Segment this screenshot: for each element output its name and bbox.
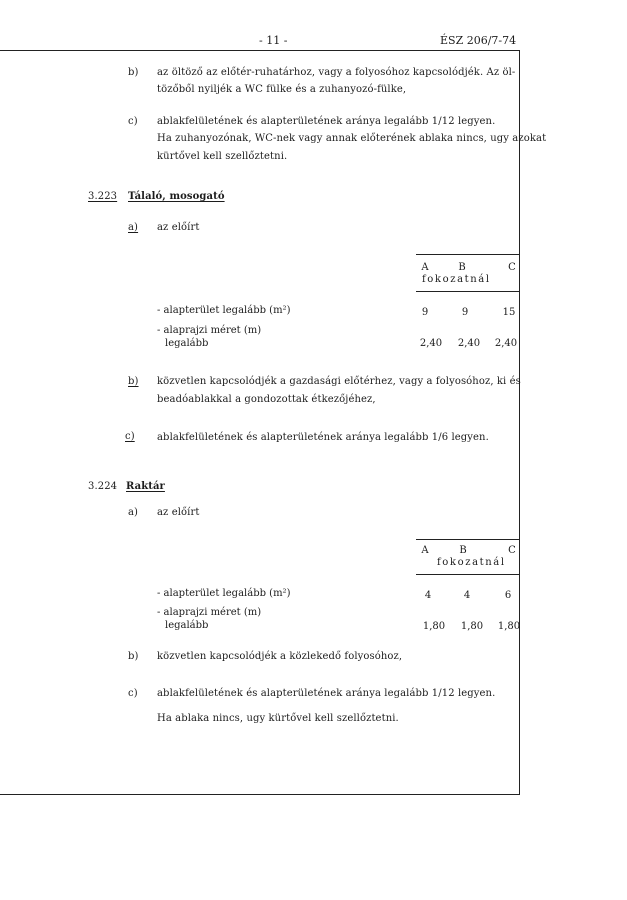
paragraph-line: az előírt xyxy=(157,507,200,518)
table-top-rule xyxy=(416,539,520,540)
paragraph-line: az előírt xyxy=(157,222,200,233)
paragraph-line: közvetlen kapcsolódjék a közlekedő folyosóhoz, xyxy=(157,651,403,662)
item-marker-a: a) xyxy=(128,222,139,233)
table-cell: 2,40 xyxy=(419,338,443,349)
item-marker-c: c) xyxy=(128,116,138,127)
section-number: 3.224 xyxy=(88,481,118,492)
table-row-label: - alapterület legalább (m²) xyxy=(157,305,291,316)
table-cell: 1,80 xyxy=(422,621,446,632)
table-cell: 2,40 xyxy=(457,338,481,349)
paragraph-line: ablakfelületének és alapterületének aránya legalább 1/12 legyen. xyxy=(157,688,496,699)
paragraph-line: ablakfelületének és alapterületének aránya legalább 1/6 legyen. xyxy=(157,432,489,443)
section-title: Raktár xyxy=(126,481,165,492)
table-row-label: legalább xyxy=(165,338,209,349)
column-header: B xyxy=(459,545,467,556)
paragraph-line: Ha zuhanyozónak, WC-nek vagy annak előterének ablaka nincs, ugy azokat xyxy=(157,133,547,144)
header-rule xyxy=(0,50,520,51)
column-subheader: fokozatnál xyxy=(422,274,491,285)
table-header-rule xyxy=(416,574,520,575)
paragraph-line: az öltöző az előtér-ruhatárhoz, vagy a folyosóhoz kapcsolódjék. Az öl- xyxy=(157,67,516,78)
table-cell: 4 xyxy=(424,590,432,601)
table-cell: 2,40 xyxy=(494,338,518,349)
page-number: - 11 - xyxy=(259,34,288,47)
bottom-rule xyxy=(0,794,520,795)
item-marker-c: c) xyxy=(125,431,135,442)
item-marker-b: b) xyxy=(128,67,139,78)
table-row-label: - alapterület legalább (m²) xyxy=(157,588,291,599)
table-cell: 9 xyxy=(421,307,429,318)
table-cell: 15 xyxy=(502,307,516,318)
paragraph-line: beadóablakkal a gondozottak étkezőjéhez, xyxy=(157,394,376,405)
column-header: B xyxy=(458,262,466,273)
column-header: C xyxy=(508,545,516,556)
item-marker-a: a) xyxy=(128,507,139,518)
table-cell: 9 xyxy=(461,307,469,318)
paragraph-line: kürtővel kell szellőztetni. xyxy=(157,151,288,162)
table-cell: 1,80 xyxy=(497,621,521,632)
column-header: A xyxy=(421,262,429,273)
paragraph-line: ablakfelületének és alapterületének aránya legalább 1/12 legyen. xyxy=(157,116,496,127)
table-row-label: - alaprajzi méret (m) xyxy=(157,325,262,336)
table-top-rule xyxy=(416,254,520,255)
table-row-label: legalább xyxy=(165,620,209,631)
column-header: C xyxy=(508,262,516,273)
section-title: Tálaló, mosogató xyxy=(128,191,225,202)
right-border-rule xyxy=(519,50,520,795)
section-number: 3.223 xyxy=(88,191,118,202)
paragraph-line: közvetlen kapcsolódjék a gazdasági előtérhez, vagy a folyosóhoz, ki és xyxy=(157,376,521,387)
table-row-label: - alaprajzi méret (m) xyxy=(157,607,262,618)
table-cell: 1,80 xyxy=(460,621,484,632)
document-code: ÉSZ 206/7-74 xyxy=(440,34,517,47)
item-marker-b: b) xyxy=(128,376,139,387)
paragraph-line: tözőből nyiljék a WC fülke és a zuhanyozó-fülke, xyxy=(157,84,407,95)
item-marker-b: b) xyxy=(128,651,139,662)
column-subheader: fokozatnál xyxy=(437,557,506,568)
table-header-rule xyxy=(416,291,520,292)
table-cell: 4 xyxy=(463,590,471,601)
column-header: A xyxy=(421,545,429,556)
item-marker-c: c) xyxy=(128,688,138,699)
table-cell: 6 xyxy=(504,590,512,601)
paragraph-line: Ha ablaka nincs, ugy kürtővel kell szellőztetni. xyxy=(157,713,399,724)
